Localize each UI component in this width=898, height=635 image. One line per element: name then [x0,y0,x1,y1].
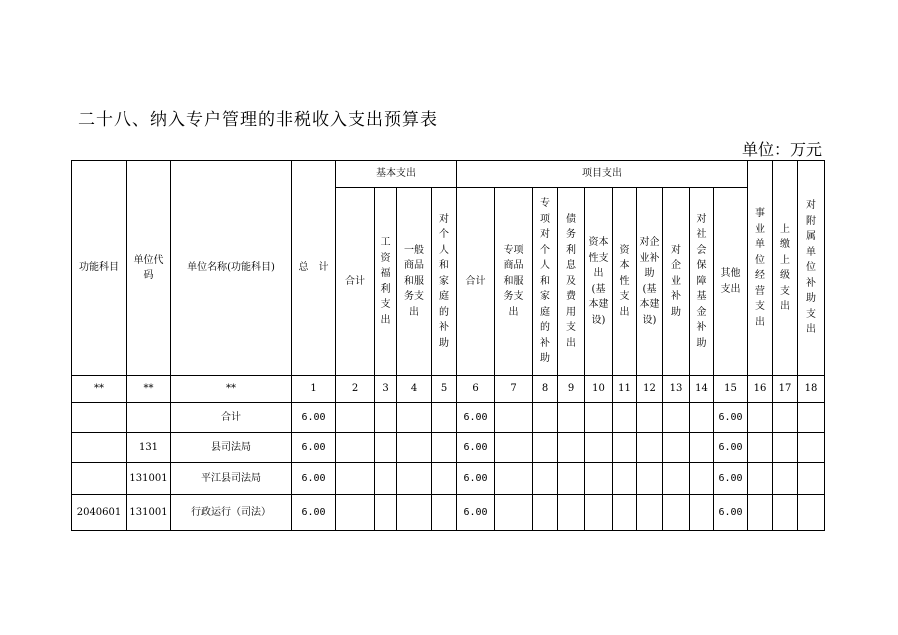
unit-name-cell: 平江县司法局 [171,463,292,495]
header-func-code: 功能科目 [72,161,127,376]
unit-name-cell: 行政运行（司法） [171,495,292,531]
total-cell: 6.00 [292,403,336,433]
index-cell: 9 [558,376,585,403]
index-cell: 14 [690,376,714,403]
unit-code-cell: 131 [127,433,171,463]
header-personal: 对个人和家庭的补助 [432,188,457,376]
header-other: 其他支出 [714,188,748,376]
total-cell: 6.00 [292,463,336,495]
table-row [72,463,825,495]
header-proj-sum: 合计 [457,188,495,376]
header-basic-sum: 合计 [336,188,375,376]
index-cell: 3 [375,376,397,403]
total-cell: 6.00 [292,495,336,531]
index-cell: 17 [773,376,798,403]
index-cell: 5 [432,376,457,403]
header-total: 总 计 [292,161,336,376]
header-project-group: 项目支出 [457,161,748,188]
index-cell: 18 [798,376,825,403]
header-subsid-expense: 对附属单位补助支出 [798,161,825,376]
unit-name-cell: 合计 [171,403,292,433]
header-debt: 债务利息及费用支出 [558,188,585,376]
other-cell: 6.00 [714,403,748,433]
project-sum-cell: 6.00 [457,433,495,463]
index-cell: 12 [637,376,663,403]
func-code-cell: 2040601 [72,495,127,531]
unit-name-cell: 县司法局 [171,433,292,463]
unit-code-cell: 131001 [127,495,171,531]
unit-code-cell [127,403,171,433]
table-row [72,403,825,433]
project-sum-cell: 6.00 [457,495,495,531]
func-code-cell [72,463,127,495]
header-proj-goods: 专项商品和服务支出 [495,188,533,376]
header-upper-expense: 上缴上级支出 [773,161,798,376]
table-row [72,495,825,531]
header-proj-personal: 专项对个人和家庭的补助 [533,188,558,376]
index-cell: ** [72,376,127,403]
project-sum-cell: 6.00 [457,463,495,495]
header-unit-name: 单位名称(功能科目) [171,161,292,376]
header-biz-expense: 事业单位经营支出 [748,161,773,376]
budget-table [71,160,825,531]
total-cell: 6.00 [292,433,336,463]
index-cell: 8 [533,376,558,403]
header-wages: 工资福利支出 [375,188,397,376]
index-cell: ** [171,376,292,403]
index-cell: 10 [585,376,613,403]
header-enterprise: 对企业补助 [663,188,690,376]
project-sum-cell: 6.00 [457,403,495,433]
index-cell: 13 [663,376,690,403]
index-cell: ** [127,376,171,403]
unit-label: 单位：万元 [741,140,822,159]
other-cell: 6.00 [714,495,748,531]
func-code-cell [72,403,127,433]
index-row [72,376,825,403]
header-goods: 一般商品和服务支出 [397,188,432,376]
index-cell: 15 [714,376,748,403]
index-cell: 4 [397,376,432,403]
header-social-security: 对社会保障基金补助 [690,188,714,376]
index-cell: 7 [495,376,533,403]
index-cell: 2 [336,376,375,403]
index-cell: 11 [613,376,637,403]
header-capital: 资本性支出 [613,188,637,376]
func-code-cell [72,433,127,463]
table-row [72,433,825,463]
index-cell: 1 [292,376,336,403]
header-unit-code: 单位代码 [127,161,171,376]
page-title: 二十八、纳入专户管理的非税收入支出预算表 [78,110,438,130]
unit-code-cell: 131001 [127,463,171,495]
index-cell: 6 [457,376,495,403]
header-basic-group: 基本支出 [336,161,457,188]
header-capital-basic: 资本性支出(基本建设) [585,188,613,376]
header-enterprise-basic: 对企业补助(基本建设) [637,188,663,376]
index-cell: 16 [748,376,773,403]
other-cell: 6.00 [714,433,748,463]
other-cell: 6.00 [714,463,748,495]
